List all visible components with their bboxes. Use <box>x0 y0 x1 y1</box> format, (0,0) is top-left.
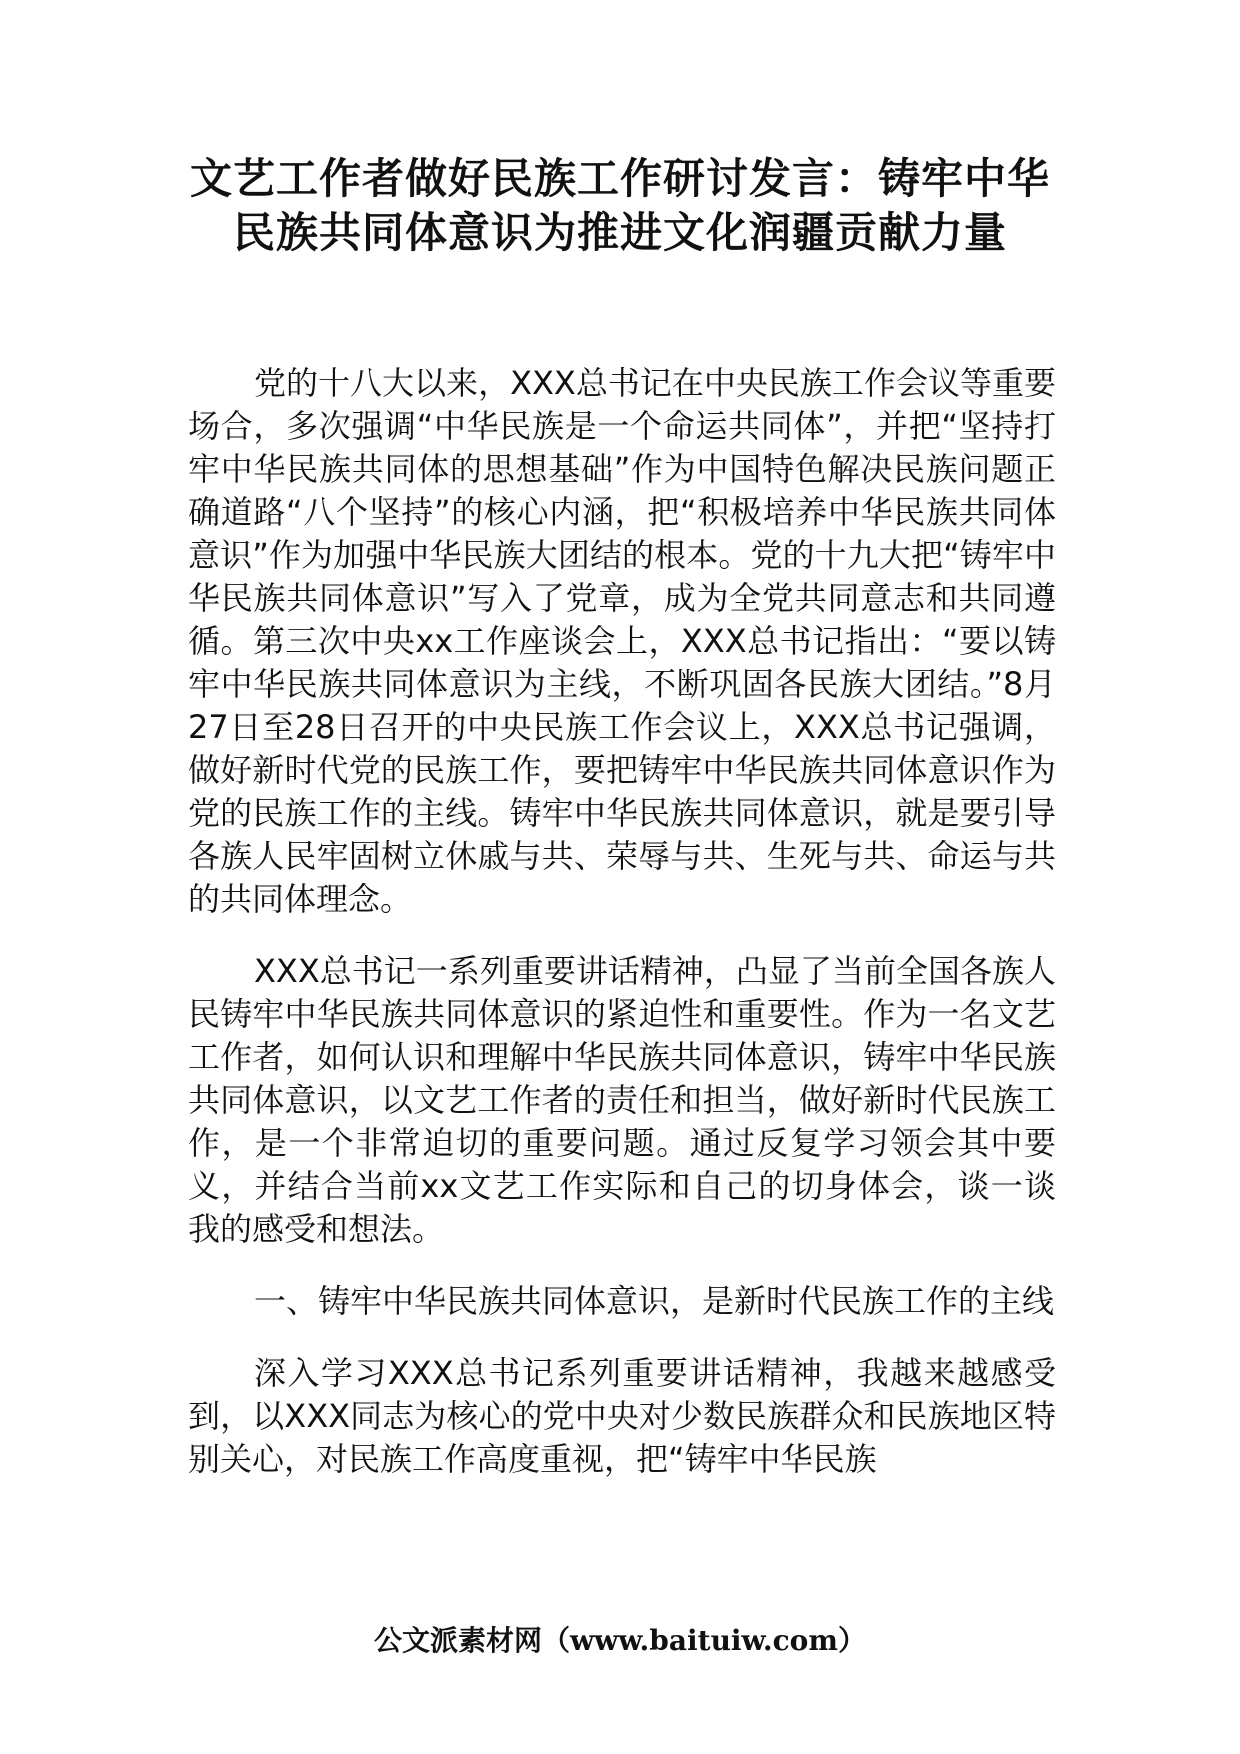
page-footer-source: 公文派素材网（www.baituiw.com） <box>374 1624 866 1657</box>
document-title: 文艺工作者做好民族工作研讨发言：铸牢中华民族共同体意识为推进文化润疆贡献力量 <box>190 154 1051 257</box>
paragraph-section-1: 深入学习XXX总书记系列重要讲话精神，我越来越感受到，以XXX同志为核心的党中央对少数民族群众和民族地区特别关心，对民族工作高度重视，把“铸牢中华民族 <box>188 1354 1056 1478</box>
paragraph-significance: XXX总书记一系列重要讲话精神，凸显了当前全国各族人民铸牢中华民族共同体意识的紧迫性和重要性。作为一名文艺工作者，如何认识和理解中华民族共同体意识，铸牢中华民族共同体意识，以文艺工作者的责任和担当，做好新时代民族工作，是一个非常迫切的重要问题。通过反复学习领会其中要义，并结合当前xx文艺工作实际和自己的切身体会，谈一谈我的感受和想法。 <box>188 952 1056 1248</box>
paragraph-intro: 党的十八大以来，XXX总书记在中央民族工作会议等重要场合，多次强调“中华民族是一个命运共同体”，并把“坚持打牢中华民族共同体的思想基础”作为中国特色解决民族问题正确道路“八个坚持”的核心内涵，把“积极培养中华民族共同体意识”作为加强中华民族大团结的根本。党的十九大把“铸牢中华民族共同体意识”写入了党章，成为全党共同意志和共同遵循。第三次中央xx工作座谈会上，XXX总书记指出：“要以铸牢中华民族共同体意识为主线，不断巩固各民族大团结。”8月27日至28日召开的中央民族工作会议上，XXX总书记强调，做好新时代党的民族工作，要把铸牢中华民族共同体意识作为党的民族工作的主线。铸牢中华民族共同体意识，就是要引导各族人民牢固树立休戚与共、荣辱与共、生死与共、命运与共的共同体理念。 <box>188 364 1056 918</box>
section-heading-1: 一、铸牢中华民族共同体意识，是新时代民族工作的主线 <box>254 1282 1055 1320</box>
document-body <box>188 362 1056 1510</box>
